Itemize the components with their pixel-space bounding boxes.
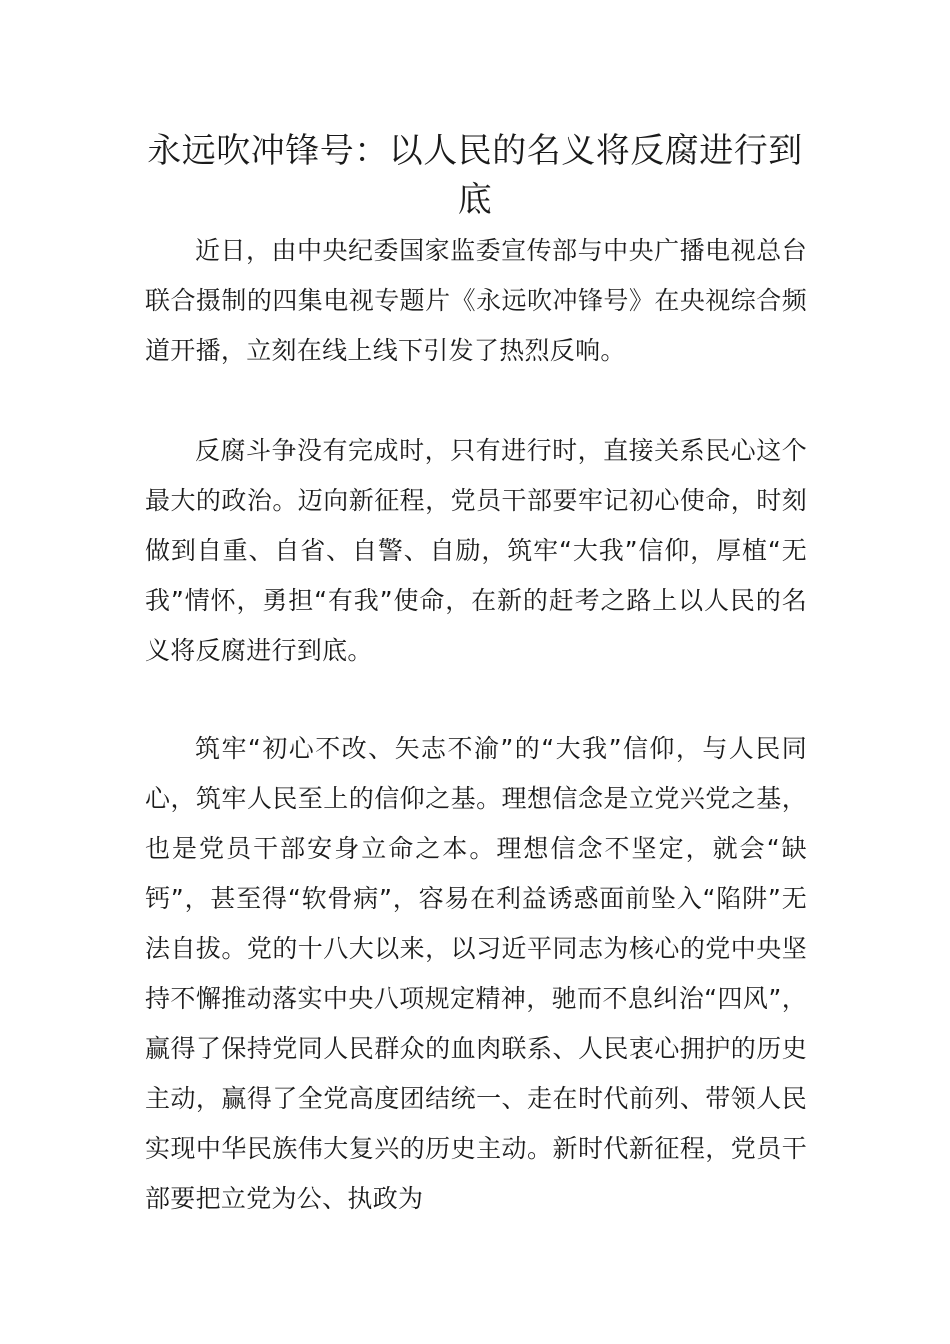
paragraph-intro: 近日，由中央纪委国家监委宣传部与中央广播电视总台联合摄制的四集电视专题片《永远吹冲锋号》在央视综合频道开播，立刻在线上线下引发了热烈反响。 [145,236,807,365]
document-title: 永远吹冲锋号：以人民的名义将反腐进行到底 [147,131,803,220]
paragraph-anti-corruption: 反腐斗争没有完成时，只有进行时，直接关系民心这个最大的政治。迈向新征程，党员干部要牢记初心使命，时刻做到自重、自省、自警、自励，筑牢“大我”信仰，厚植“无我”情怀，勇担“有我”使命，在新的赶考之路上以人民的名义将反腐进行到底。 [145,436,807,665]
paragraph-faith: 筑牢“初心不改、矢志不渝”的“大我”信仰，与人民同心，筑牢人民至上的信仰之基。理想信念是立党兴党之基，也是党员干部安身立命之本。理想信念不坚定，就会“缺钙”，甚至得“软骨病”，容易在利益诱惑面前坠入“陷阱”无法自拔。党的十八大以来，以习近平同志为核心的党中央坚持不懈推动落实中央八项规定精神，驰而不息纠治“四风”，赢得了保持党同人民群众的血肉联系、人民衷心拥护的历史主动，赢得了全党高度团结统一、走在时代前列、带领人民实现中华民族伟大复兴的历史主动。新时代新征程，党员干部要把立党为公、执政为 [145,734,807,1213]
